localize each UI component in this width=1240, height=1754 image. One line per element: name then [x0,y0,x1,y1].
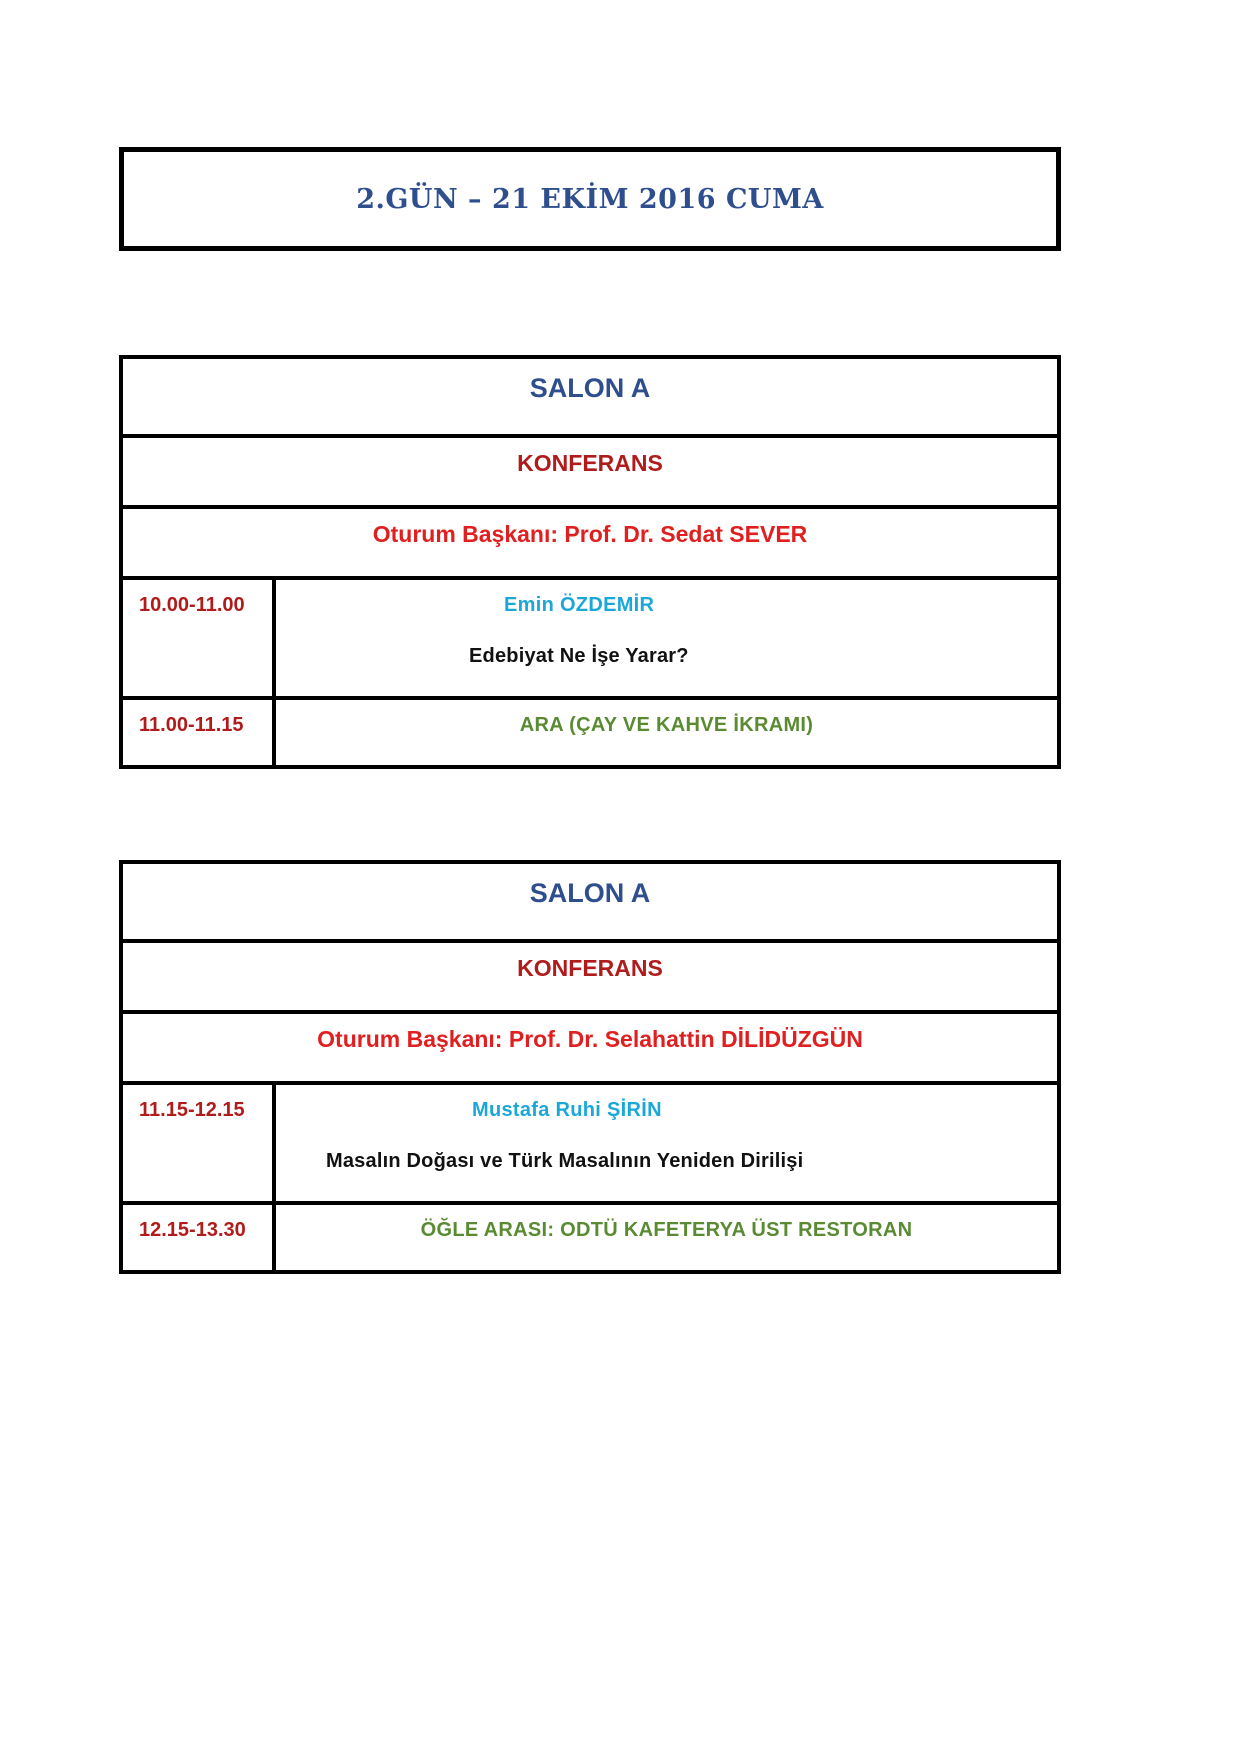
session-table [119,860,1061,1274]
session-chair-row [123,509,1057,580]
break-row [123,1205,1057,1270]
break-time: 12.15-13.30 [123,1205,276,1270]
talk-content [276,580,1057,696]
session-chair-label: Oturum Başkanı: Prof. Dr. Selahattin DİLİDÜZGÜN [317,1026,863,1052]
session-type-row [123,943,1057,1014]
break-content [276,700,1057,765]
session-table [119,355,1061,769]
salon-label: SALON A [529,373,651,403]
talk-title: Masalın Doğası ve Türk Masalının Yeniden Dirilişi [326,1150,804,1172]
talk-title: Edebiyat Ne İşe Yarar? [469,645,689,667]
session-type-row [123,438,1057,509]
session-type-label: KONFERANS [517,450,663,476]
break-row [123,700,1057,765]
break-label: ÖĞLE ARASI: ODTÜ KAFETERYA ÜST RESTORAN [420,1219,913,1241]
break-content [276,1205,1057,1270]
talk-time: 11.15-12.15 [123,1085,276,1201]
talk-time: 10.00-11.00 [123,580,276,696]
session-chair-row [123,1014,1057,1085]
break-label: ARA (ÇAY VE KAHVE İKRAMI) [519,714,814,736]
session-type-label: KONFERANS [517,955,663,981]
talk-row [123,580,1057,700]
speaker-name: Emin ÖZDEMİR [504,594,655,616]
session-chair-label: Oturum Başkanı: Prof. Dr. Sedat SEVER [372,521,808,547]
break-time: 11.00-11.15 [123,700,276,765]
talk-content [276,1085,1057,1201]
day-header-box [119,147,1061,251]
day-title: 2.GÜN – 21 EKİM 2016 CUMA [356,183,824,215]
speaker-name: Mustafa Ruhi ŞİRİN [472,1099,662,1121]
salon-label: SALON A [529,878,651,908]
talk-row [123,1085,1057,1205]
salon-row [123,359,1057,438]
salon-row [123,864,1057,943]
